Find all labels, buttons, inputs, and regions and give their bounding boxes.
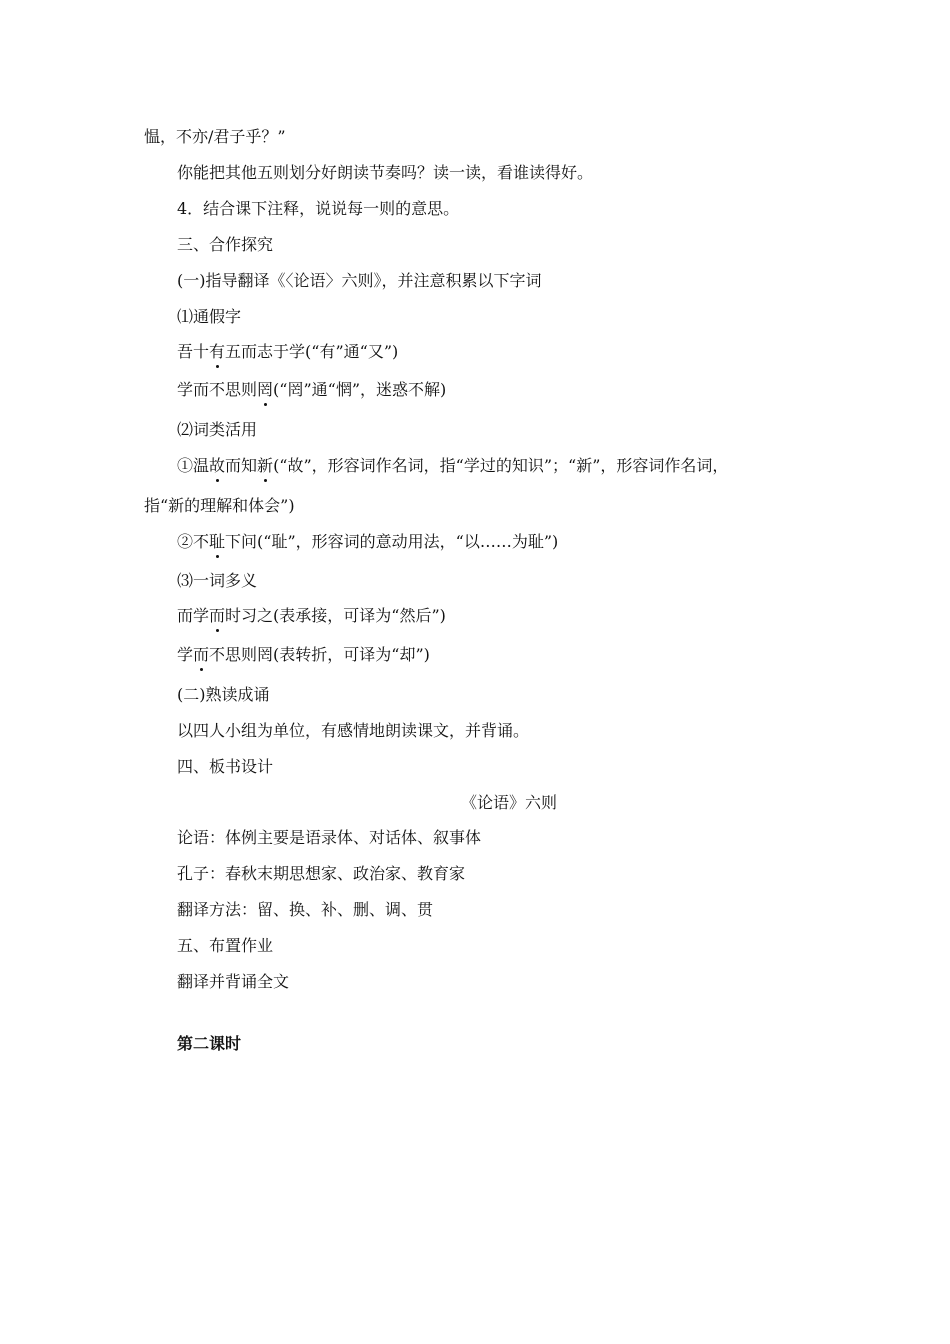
section-heading-cooperative-inquiry: 三、合作探究 [177,235,274,254]
example-line-wang [177,380,446,400]
text-line-continuation-xin: 指“新的理解和体会”) [144,496,295,515]
emphasized-character: 耻 [209,532,226,551]
example-text: 而知 [225,456,258,475]
emphasized-character: 罔 [257,380,274,399]
example-text: ①温 [177,456,210,475]
example-text: 吾十 [177,342,210,361]
example-text: 时习之(表承接，可译为“然后”) [225,606,446,625]
emphasized-character: 新 [257,456,274,475]
example-line-er-contrast [177,645,430,665]
example-text: 学 [177,645,194,664]
emphasized-character: 而 [193,645,210,664]
board-line-lunyu: 论语：体例主要是语录体、对话体、叙事体 [177,828,482,847]
example-text: (“罔”通“惘”，迷惑不解) [273,380,447,399]
subsection-heading-translation: (一)指导翻译《〈论语〉六则》，并注意积累以下字词 [177,271,542,290]
example-line-er-succession [177,606,446,626]
emphasized-character: 而 [209,606,226,625]
board-line-confucius: 孔子：春秋末期思想家、政治家、教育家 [177,864,466,883]
text-line-homework: 翻译并背诵全文 [177,972,290,991]
item-heading-word-class: ⑵词类活用 [177,420,258,439]
section-heading-board-design: 四、板书设计 [177,757,274,776]
board-title: 《论语》六则 [460,793,557,812]
example-text: 下问(“耻”，形容词的意动用法，“以……为耻”) [225,532,559,551]
subsection-heading-recitation: (二)熟读成诵 [177,685,270,704]
text-line-step-4: 4．结合课下注释，说说每一则的意思。 [177,199,460,218]
example-text: 不思则罔(表转折，可译为“却”) [209,645,430,664]
example-text: 五而志于学(“有”通“又”) [225,342,399,361]
item-heading-polysemy: ⑶一词多义 [177,571,258,590]
example-text: ②不 [177,532,210,551]
board-line-translation-methods: 翻译方法：留、换、补、删、调、贯 [177,900,434,919]
section-heading-homework: 五、布置作业 [177,936,274,955]
text-line-reading-rhythm: 你能把其他五则划分好朗读节奏吗？读一读，看谁读得好。 [177,163,594,182]
example-text: (“故”，形容词作名词，指“学过的知识”；“新”，形容词作名词， [273,456,729,475]
example-line-chi [177,532,558,552]
example-line-you [177,342,398,362]
text-line-continuation: 愠，不亦/君子乎？” [144,127,286,146]
emphasized-character: 有 [209,342,226,361]
example-line-gu-xin [177,456,728,476]
item-heading-tongjiazi: ⑴通假字 [177,307,242,326]
emphasized-character: 故 [209,456,226,475]
example-text: 学而不思则 [177,380,258,399]
text-line-group-reading: 以四人小组为单位，有感情地朗读课文，并背诵。 [177,721,530,740]
lesson-heading-second-period: 第二课时 [177,1034,242,1053]
example-text: 而学 [177,606,210,625]
